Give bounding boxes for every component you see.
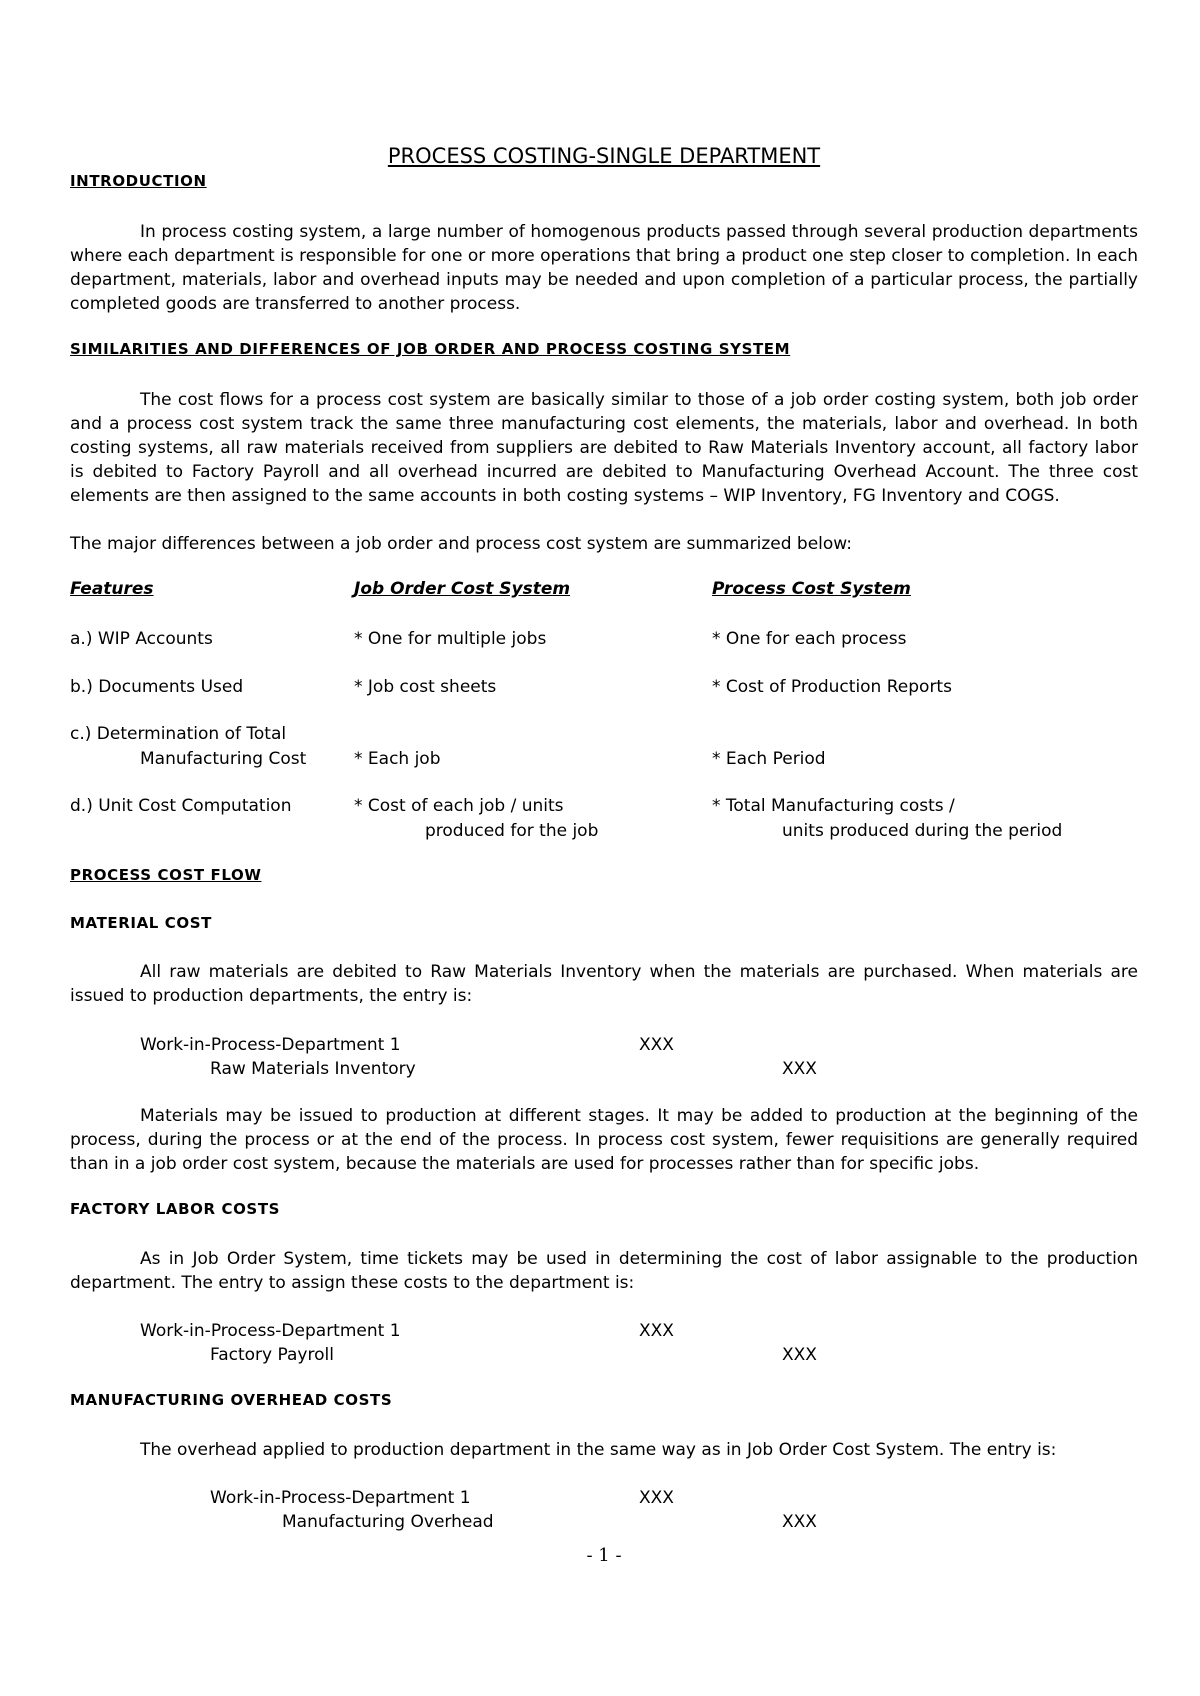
intro-paragraph: In process costing system, a large number of homogenous products passed through several production departments where each department is responsible for one or more operations that bring a product one step closer to completion. In each department, materials, labor and overhead inputs may be needed and upon completion of a particular process, the partially completed goods are transferred to another process. xyxy=(70,222,1138,314)
flow-heading: PROCESS COST FLOW xyxy=(70,866,262,884)
row-process: * Cost of Production Reports xyxy=(712,677,952,697)
labor-entry-credit: Factory Payroll xyxy=(210,1345,334,1365)
row-process: * Each Period xyxy=(712,749,826,769)
overhead-heading: MANUFACTURING OVERHEAD COSTS xyxy=(70,1391,393,1409)
overhead-entry-debit-amount: XXX xyxy=(639,1488,674,1508)
row-job-order: * Each job xyxy=(354,749,441,769)
row-job-order: * Job cost sheets xyxy=(354,677,497,697)
material-entry-debit-amount: XXX xyxy=(639,1035,674,1055)
intro-heading: INTRODUCTION xyxy=(70,172,207,190)
page-title: PROCESS COSTING-SINGLE DEPARTMENT xyxy=(387,144,821,168)
labor-entry-debit-amount: XXX xyxy=(639,1321,674,1341)
row-feature: a.) WIP Accounts xyxy=(70,629,213,649)
row-job-order: * Cost of each job / units xyxy=(354,796,564,816)
material-entry-debit: Work-in-Process-Department 1 xyxy=(140,1035,401,1055)
row-process-cont: units produced during the period xyxy=(782,821,1063,841)
page-number: - 1 - xyxy=(586,1545,622,1566)
column-header-job-order: Job Order Cost System xyxy=(354,579,571,599)
row-process: * Total Manufacturing costs / xyxy=(712,796,955,816)
column-header-process: Process Cost System xyxy=(712,579,911,599)
material-paragraph: All raw materials are debited to Raw Materials Inventory when the materials are purchased. When materials are issued to production departments, the entry is: xyxy=(70,962,1138,1006)
row-feature: c.) Determination of Total xyxy=(70,724,287,744)
labor-entry-debit: Work-in-Process-Department 1 xyxy=(140,1321,401,1341)
row-process: * One for each process xyxy=(712,629,907,649)
material-entry-credit: Raw Materials Inventory xyxy=(210,1059,416,1079)
row-feature-cont: Manufacturing Cost xyxy=(140,749,307,769)
overhead-entry-debit: Work-in-Process-Department 1 xyxy=(210,1488,471,1508)
overhead-entry-credit-amount: XXX xyxy=(782,1512,817,1532)
summary-line: The major differences between a job order and process cost system are summarized below: xyxy=(70,534,852,554)
material-entry-credit-amount: XXX xyxy=(782,1059,817,1079)
document-page xyxy=(70,0,1138,1696)
row-job-order: * One for multiple jobs xyxy=(354,629,547,649)
similarities-heading: SIMILARITIES AND DIFFERENCES OF JOB ORDER AND PROCESS COSTING SYSTEM xyxy=(70,340,791,358)
material-paragraph-2: Materials may be issued to production at different stages. It may be added to production at the beginning of the process, during the process or at the end of the process. In process cost system, fewer requisitions are generally required than in a job order cost system, because the materials are used for processes rather than for specific jobs. xyxy=(70,1106,1138,1174)
row-feature: d.) Unit Cost Computation xyxy=(70,796,292,816)
labor-heading: FACTORY LABOR COSTS xyxy=(70,1200,281,1218)
overhead-paragraph: The overhead applied to production department in the same way as in Job Order Cost System. The entry is: xyxy=(140,1440,1057,1460)
row-feature: b.) Documents Used xyxy=(70,677,244,697)
labor-paragraph: As in Job Order System, time tickets may be used in determining the cost of labor assignable to the production department. The entry to assign these costs to the department is: xyxy=(70,1249,1138,1293)
row-job-order-cont: produced for the job xyxy=(425,821,599,841)
labor-entry-credit-amount: XXX xyxy=(782,1345,817,1365)
material-heading: MATERIAL COST xyxy=(70,914,212,932)
column-header-features: Features xyxy=(70,579,154,599)
similarities-paragraph: The cost flows for a process cost system are basically similar to those of a job order costing system, both job order and a process cost system track the same three manufacturing cost elements, the materials, labor and overhead. In both costing systems, all raw materials received from suppliers are debited to Raw Materials Inventory account, all factory labor is debited to Factory Payroll and all overhead incurred are debited to Manufacturing Overhead Account. The three cost elements are then assigned to the same accounts in both costing systems – WIP Inventory, FG Inventory and COGS. xyxy=(70,390,1138,506)
overhead-entry-credit: Manufacturing Overhead xyxy=(282,1512,494,1532)
